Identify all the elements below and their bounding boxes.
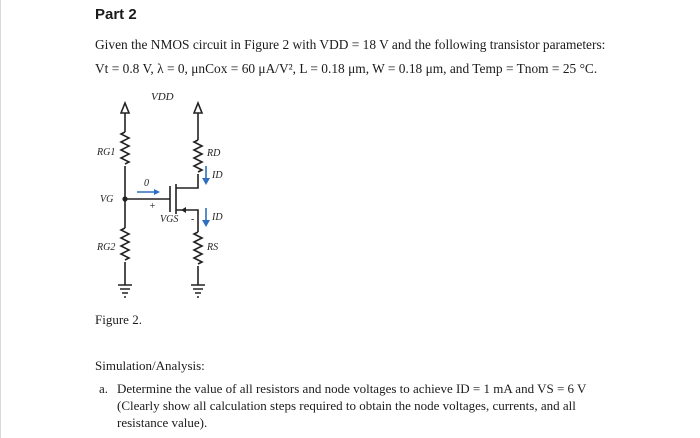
source-wire	[176, 210, 198, 232]
ground-right	[191, 285, 205, 297]
rg2-label: RG2	[97, 242, 116, 253]
id-label-mid: ID	[212, 212, 223, 223]
source-arrow	[181, 207, 186, 213]
minus-label: -	[191, 214, 195, 225]
id-label-top: ID	[212, 170, 223, 181]
vdd-arrow-left	[121, 103, 129, 113]
id-arrow-top-head	[202, 178, 210, 185]
ground-left	[118, 285, 132, 297]
id-arrow-mid-head	[202, 220, 210, 227]
rs-resistor	[194, 232, 202, 264]
rd-label: RD	[207, 148, 221, 159]
vg-label: VG	[100, 194, 114, 205]
intro-line-1: Given the NMOS circuit in Figure 2 with VDD = 18 V and the following transistor parameters:	[95, 37, 606, 52]
question-a-label: a.	[99, 381, 109, 396]
vdd-arrow-right	[194, 103, 202, 113]
section-heading: Part 2	[95, 6, 137, 23]
figure-caption: Figure 2.	[95, 312, 142, 327]
rg2-resistor	[121, 228, 129, 260]
plus-label: +	[149, 201, 156, 212]
intro-line-2: Vt = 0.8 V, λ = 0, μnCox = 60 μA/V², L = 0.18 μm, W = 0.18 μm, and Temp = Tnom = 25 °C.	[95, 61, 598, 76]
rg1-resistor	[121, 132, 129, 164]
rs-label: RS	[207, 242, 219, 253]
question-a-text: Determine the value of all resistors and node voltages to achieve ID = 1 mA and VS = 6 V (Clearly show all calculation steps required to obtain the node voltages, currents, and all resistance value).	[117, 381, 587, 430]
rg1-label: RG1	[97, 147, 116, 158]
zero-label: 0	[144, 178, 149, 189]
zero-current-head	[154, 189, 160, 195]
rd-resistor	[194, 140, 202, 172]
vgs-label: VGS	[160, 214, 179, 225]
vdd-label: VDD	[151, 91, 174, 103]
simulation-heading: Simulation/Analysis:	[95, 358, 205, 373]
drain-wire	[176, 174, 198, 188]
